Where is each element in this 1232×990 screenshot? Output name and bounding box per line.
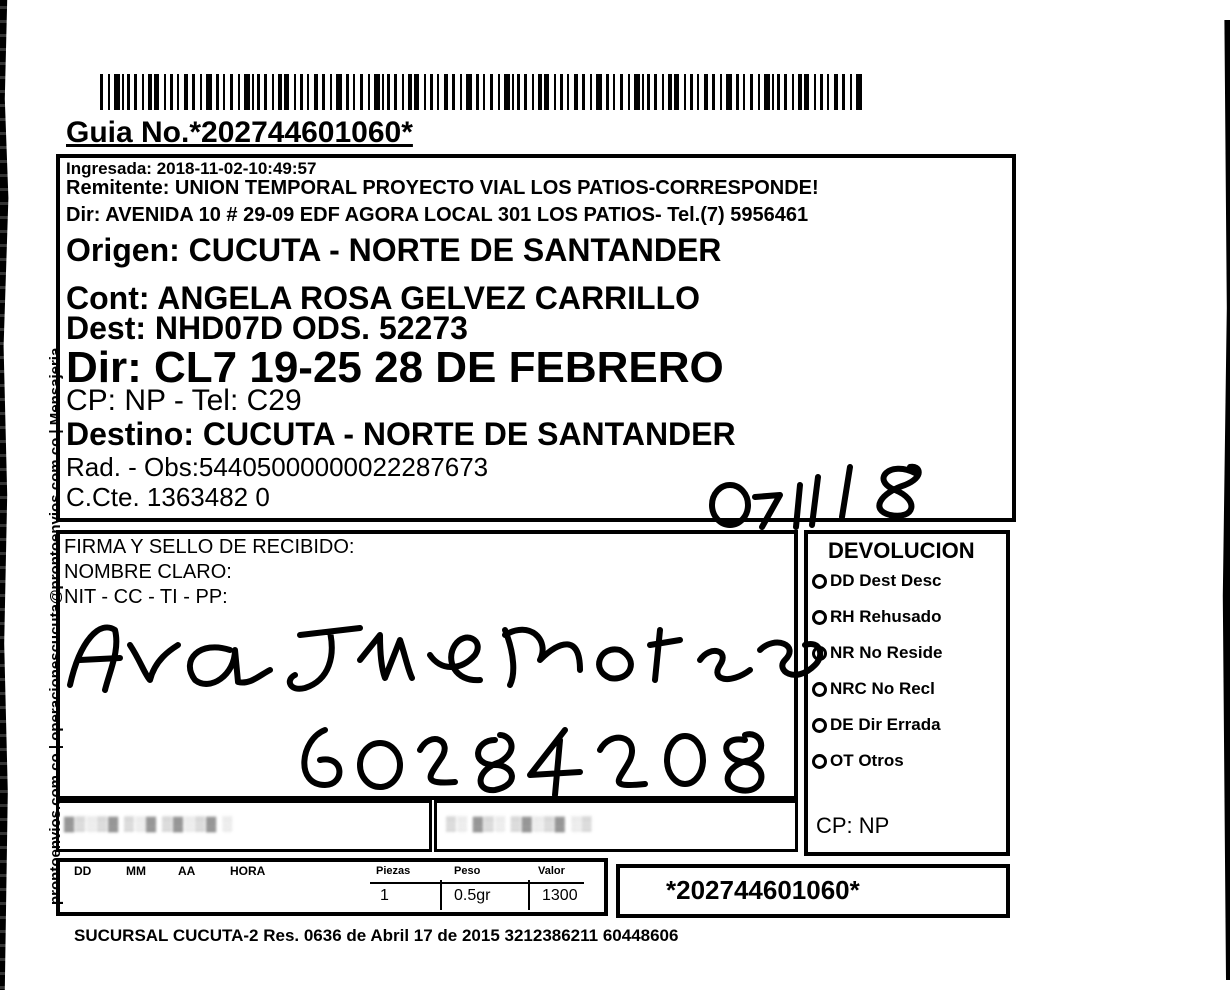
destino: Destino: CUCUTA - NORTE DE SANTANDER [66,416,736,452]
barcode-bar [223,74,225,110]
barcode-bar [430,74,433,110]
barcode-bar [408,74,412,110]
barcode-bar [272,74,274,110]
barcode [100,74,862,110]
barcode-bar [382,74,384,110]
col-divider-2 [528,880,530,910]
barcode-bar [444,74,448,110]
barcode-bar [750,74,753,110]
barcode-bar [216,74,219,110]
barcode-bar [850,74,852,110]
barcode-bar [662,74,664,110]
barcode-bar [238,74,240,110]
blurred-text-right: ▒░ ▓▒░ ▒▓░▒▓ ░▒ [446,815,593,831]
barcode-bar [252,74,254,110]
barcode-bar [532,74,534,110]
barcode-bar [154,74,159,110]
barcode-bar [596,74,602,110]
barcode-bar [504,74,510,110]
ccte: C.Cte. 1363482 0 [66,482,270,512]
barcode-bar [402,74,404,110]
barcode-bar [647,74,650,110]
col-dd: DD [74,864,92,878]
barcode-bar [483,74,485,110]
col-piezas: Piezas [376,865,411,877]
radio-icon [812,682,827,697]
barcode-bar [517,74,520,110]
valor-value: 1300 [542,887,578,904]
barcode-bar [374,74,380,110]
col-divider-1 [440,880,442,910]
option-rh[interactable]: RH Rehusado [812,607,941,627]
barcode-bar [758,74,760,110]
ingresada: Ingresada: 2018-11-02-10:49:57 [66,159,317,178]
barcode-bar [554,74,556,110]
col-mm: MM [126,864,146,878]
barcode-bar [368,74,370,110]
barcode-bar [170,74,173,110]
barcode-bar [820,74,823,110]
barcode-bar [353,74,355,110]
barcode-bar [726,74,732,110]
devolucion-title: DEVOLUCION [828,538,975,563]
barcode-bar [192,74,195,110]
barcode-bar [590,74,592,110]
barcode-bar [856,74,862,110]
barcode-bar [834,74,838,110]
barcode-text: *202744601060* [666,875,860,905]
barcode-bar [114,74,120,110]
rad-obs: Rad. - Obs:54405000000022287673 [66,452,489,482]
barcode-bar [764,74,770,110]
radio-icon [812,646,827,661]
devolucion-cp: CP: NP [816,813,890,838]
barcode-bar [414,74,419,110]
dir-dest: Dir: CL7 19-25 28 DE FEBRERO [66,343,724,392]
barcode-bar [654,74,657,110]
barcode-bar [264,74,267,110]
barcode-bar [772,74,774,110]
option-nr[interactable]: NR No Reside [812,643,942,663]
barcode-bar [164,74,166,110]
barcode-bar [684,74,686,110]
barcode-bar [720,74,722,110]
barcode-bar [582,74,585,110]
radio-icon [812,610,827,625]
barcode-bar [498,74,500,110]
cp-tel: CP: NP - Tel: C29 [66,384,302,417]
side-text: prontoenvios.com.co | operacionescucuta@prontoenvios.com.co | Mensajeria [47,347,64,905]
barcode-bar [184,74,188,110]
dest: Dest: NHD07D ODS. 52273 [66,310,468,346]
barcode-bar [294,74,296,110]
barcode-bar [538,74,542,110]
barcode-bar [642,74,644,110]
radio-icon [812,754,827,769]
barcode-bar [560,74,563,110]
radio-icon [812,718,827,733]
signature [60,600,840,800]
barcode-bar [284,74,289,110]
barcode-bar [360,74,363,110]
barcode-bar [346,74,349,110]
page-left-edge [0,0,12,990]
barcode-bar [466,74,472,110]
barcode-bar [134,74,137,110]
barcode-bar [257,74,260,110]
firma-label: FIRMA Y SELLO DE RECIBIDO: [64,536,355,558]
barcode-bar [697,74,699,110]
page-right-edge [1222,20,1230,980]
nombre-label: NOMBRE CLARO: [64,561,232,583]
barcode-bar [387,74,390,110]
barcode-bar [798,74,802,110]
barcode-bar [127,74,130,110]
barcode-bar [712,74,715,110]
barcode-bar [512,74,514,110]
barcode-bar [567,74,569,110]
peso-value: 0.5gr [454,887,491,904]
barcode-bar [148,74,152,110]
barcode-bar [230,74,233,110]
barcode-bar [122,74,124,110]
barcode-bar [620,74,623,110]
barcode-bar [704,74,708,110]
handwritten-date [700,455,950,535]
barcode-bar [804,74,809,110]
col-hora: HORA [230,864,266,878]
barcode-bar [490,74,493,110]
remitente: Remitente: UNION TEMPORAL PROYECTO VIAL LOS PATIOS-CORRESPONDE! [66,178,819,198]
barcode-bar [634,74,640,110]
barcode-bar [814,74,816,110]
col-valor: Valor [538,865,565,877]
option-de[interactable]: DE Dir Errada [812,715,941,735]
barcode-bar [460,74,462,110]
barcode-bar [792,74,794,110]
barcode-bar [300,74,303,110]
barcode-bar [777,74,780,110]
barcode-bar [200,74,202,110]
barcode-bar [613,74,615,110]
piezas-value: 1 [380,887,389,904]
nit-label: NIT - CC - TI - PP: [64,586,228,608]
dir-remitente: Dir: AVENIDA 10 # 29-09 EDF AGORA LOCAL 301 LOS PATIOS- Tel.(7) 5956461 [66,205,809,225]
barcode-bar [394,74,397,110]
barcode-bar [668,74,672,110]
barcode-bar [784,74,787,110]
barcode-bar [177,74,179,110]
barcode-bar [437,74,439,110]
barcode-bar [628,74,630,110]
barcode-bar [476,74,479,110]
barcode-bar [524,74,527,110]
col-aa: AA [178,864,196,878]
barcode-bar [424,74,426,110]
origen: Origen: CUCUTA - NORTE DE SANTANDER [66,232,722,268]
barcode-bar [206,74,212,110]
cont: Cont: ANGELA ROSA GELVEZ CARRILLO [66,280,701,316]
barcode-bar [452,74,455,110]
barcode-bar [322,74,325,110]
barcode-bar [336,74,342,110]
barcode-bar [736,74,739,110]
barcode-bar [100,74,103,110]
barcode-bar [606,74,609,110]
barcode-bar [142,74,144,110]
option-dd[interactable]: DD Dest Desc [812,571,942,591]
barcode-bar [307,74,309,110]
option-nrc[interactable]: NRC No Recl [812,679,935,699]
barcode-bar [544,74,549,110]
col-peso: Peso [454,865,481,877]
barcode-bar [827,74,829,110]
barcode-bar [330,74,332,110]
barcode-bar [690,74,693,110]
barcode-bar [674,74,679,110]
guide-number: Guia No.*202744601060* [66,116,413,149]
bottom-line: SUCURSAL CUCUTA-2 Res. 0636 de Abril 17 de 2015 3212386211 60448606 [74,926,679,945]
barcode-bar [108,74,110,110]
radio-icon [812,574,827,589]
barcode-bar [743,74,745,110]
blurred-text-left: ▓▒░▒▓ ▒░▓ ▒▓░▒▓ ░ [64,815,233,831]
option-ot[interactable]: OT Otros [812,751,904,771]
barcode-bar [278,74,282,110]
barcode-bar [574,74,578,110]
barcode-bar [314,74,318,110]
barcode-bar [842,74,845,110]
row-divider [370,882,584,884]
barcode-bar [244,74,250,110]
